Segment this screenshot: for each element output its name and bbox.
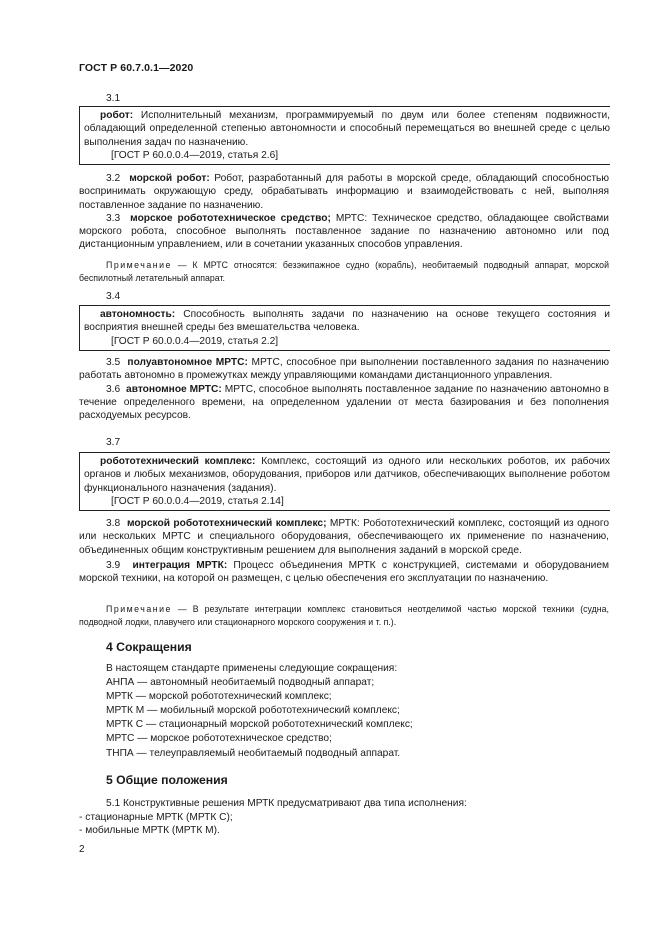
term-box-robot [79,106,610,165]
term-box-complex [79,452,610,511]
term-paragraph: 3.6 автономное МРТС: МРТС, способное выполнять поставленное задание по назначению автономно в течение определенного времени, на определенном удалении от места базирования и без пополнения расходуемых ресурсов. [79,383,609,422]
term-paragraph: 3.8 морской робототехнический комплекс; МРТК: Робототехнический комплекс, состоящий из одного или нескольких МРТС и специального оборудования, обеспечивающего их применение по назначению, объединенных общим конструктивным решением для выполнения заданий в морской среде. [79,518,609,556]
list-item: АНПА — автономный необитаемый подводный аппарат; [106,677,375,689]
list-item: МРТК С — стационарный морской робототехнический комплекс; [106,719,413,731]
term-name: автономное МРТС: [126,383,222,395]
section-heading: 4 Сокращения [106,640,192,654]
term-number: 3.4 [106,291,121,302]
term-paragraph: 3.9 интеграция МРТК: Процесс объединения МРТК с конструкцией, системами и оборудованием морской техники, на которой он размещен, с целью обеспечения его эксплуатации по назначению. [79,559,610,585]
term-number: 3.1 [106,93,121,104]
list-item: - мобильные МРТК (МРТК М). [79,825,220,836]
list-item: МРТК М — мобильный морской робототехнический комплекс; [106,705,400,717]
document-header: ГОСТ Р 60.7.0.1—2020 [79,62,194,74]
term-name: робототехнический комплекс: [100,456,256,467]
note [79,603,609,629]
term-number: 3.7 [106,437,121,448]
section-heading: 5 Общие положения [106,773,228,787]
term-source: [ГОСТ Р 60.0.0.4—2019, статья 2.14] [111,495,284,507]
page-number: 2 [79,844,85,855]
term-name: интеграция МРТК: [132,559,228,571]
term-definition: автономность: Способность выполнять задачи по назначению на основе текущего состояния и восприятия внешней среды без вмешательства человека. [84,309,610,334]
list-item: - стационарные МРТК (МРТК С); [79,811,233,823]
term-paragraph: 3.3 морское робототехническое средство; МРТС: Техническое средство, обладающее свойствами морского робота, способное выполнять поставленное задание по назначению автономно или под дистанционным управлением, или в сочетании указанных способов управления. [79,212,609,251]
term-name: морское робототехническое средство; [130,212,331,224]
term-definition: робототехнический комплекс: Комплекс, состоящий из одного или нескольких роботов, их рабочих органов и любых механизмов, оборудования, приборов или датчиков, обеспечивающих выполнение роботом функционального назначения (задания). [84,456,611,494]
term-name: автономность: [100,309,176,320]
list-item: МРТС — морское робототехническое средство; [106,733,332,745]
term-block [79,172,609,252]
note-label: Примечание [106,260,172,270]
term-source: [ГОСТ Р 60.0.0.4—2019, статья 2.6] [111,149,279,161]
list-item: ТНПА — телеуправляемый необитаемый подводный аппарат. [106,747,401,759]
note-label: Примечание [106,604,172,614]
abbreviation-list [106,662,413,761]
term-name: морской робот: [129,173,210,184]
note [79,259,609,285]
term-box-autonomy [79,305,610,351]
paragraph: 5.1 Конструктивные решения МРТК предусматривают два типа исполнения: [106,798,467,809]
term-name: робот: [100,110,134,121]
term-block [79,356,609,422]
term-paragraph: 3.5 полуавтономное МРТС: МРТС, способное при выполнении поставленного задания по назначению работать автономно в промежутках между управляющими командами дистанционного управления. [79,357,609,382]
term-block [79,517,609,585]
term-definition: робот: Исполнительный механизм, программируемый по двум или более степеням подвижности, обладающий определенной степенью автономности и способный перемещаться во внешней среде с целью выполнения задач по назначению. [84,110,610,148]
term-name: морской робототехнический комплекс; [127,518,327,529]
term-source: [ГОСТ Р 60.0.0.4—2019, статья 2.2] [111,335,279,347]
note-text: — К МРТС относятся: безэкипажное судно (корабль), необитаемый подводный аппарат, морской беспилотный летательный аппарат. [79,260,609,283]
term-paragraph: 3.2 морской робот: Робот, разработанный для работы в морской среде, обладающий способностью воспринимать окружающую среду, обрабатывать информацию и взаимодействовать с ней, выполняя поставленное задание по назначению. [79,173,609,211]
section-content [79,797,467,838]
term-name: полуавтономное МРТС: [127,357,248,368]
note-text: — В результате интеграции комплекс становиться неотделимой частью морской техники (судна, подводной лодки, плавучего или стационарного морского сооружения и т. п.). [79,604,609,627]
list-item: МРТК — морской робототехнический комплекс; [106,691,332,703]
list-intro: В настоящем стандарте применены следующие сокращения: [106,663,398,674]
